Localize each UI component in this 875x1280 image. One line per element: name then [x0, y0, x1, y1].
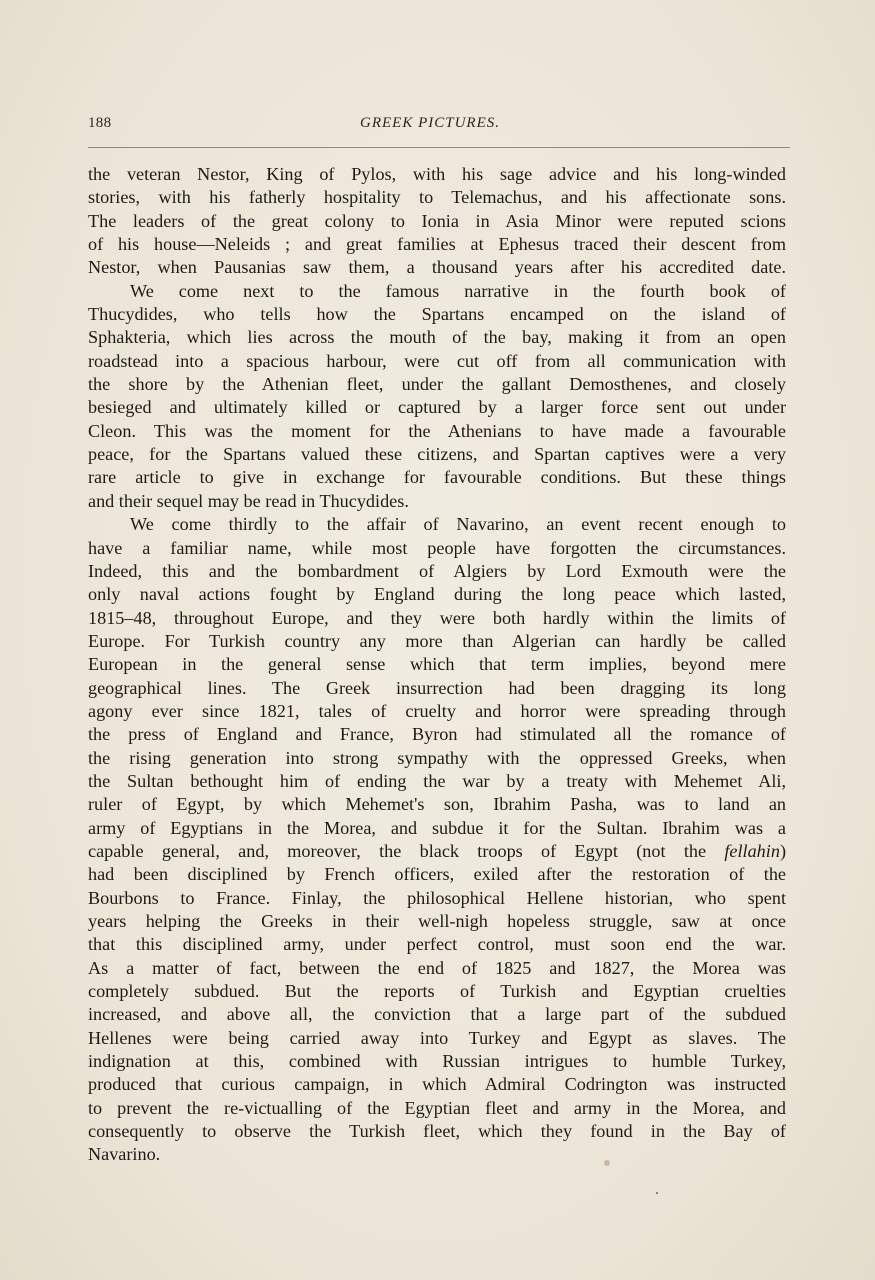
paper-dot	[656, 1192, 658, 1194]
text-line: consequently to observe the Turkish fleet, which they found in the Bay of	[88, 1121, 786, 1142]
text-line: Europe. For Turkish country any more than Algerian can hardly be called	[88, 630, 786, 651]
text-line: ruler of Egypt, by which Mehemet's son, Ibrahim Pasha, was to land an	[88, 794, 786, 815]
text-line: have a familiar name, while most people have forgotten the circumstances.	[88, 537, 786, 558]
text-line: stories, with his fatherly hospitality to Telemachus, and his affectionate sons.	[88, 187, 786, 208]
text-line: rare article to give in exchange for favourable conditions. But these things	[88, 467, 786, 488]
text-line: the Sultan bethought him of ending the war by a treaty with Mehemet Ali,	[88, 770, 786, 791]
text-line: increased, and above all, the conviction that a large part of the subdued	[88, 1004, 786, 1025]
text-line: to prevent the re-victualling of the Egyptian fleet and army in the Morea, and	[88, 1097, 786, 1118]
text-line: European in the general sense which that term implies, beyond mere	[88, 654, 786, 675]
text-line: agony ever since 1821, tales of cruelty and horror were spreading through	[88, 700, 786, 721]
text-line: had been disciplined by French officers, exiled after the restoration of the	[88, 864, 786, 885]
text-line: geographical lines. The Greek insurrection had been dragging its long	[88, 677, 786, 698]
paper-blemish	[604, 1160, 610, 1166]
text-line: Nestor, when Pausanias saw them, a thousand years after his accredited date.	[88, 257, 786, 278]
text-line: As a matter of fact, between the end of 1825 and 1827, the Morea was	[88, 957, 786, 978]
text-line: only naval actions fought by England during the long peace which lasted,	[88, 584, 786, 605]
header-rule	[88, 147, 790, 148]
text-line: of his house—Neleids ; and great families at Ephesus traced their descent from	[88, 234, 786, 255]
text-line: Cleon. This was the moment for the Athenians to have made a favourable	[88, 420, 786, 441]
text-line-start: capable general, and, moreover, the black troops of Egypt (not the	[88, 840, 725, 861]
text-line: and their sequel may be read in Thucydides.	[88, 490, 409, 511]
text-line: 1815–48, throughout Europe, and they were both hardly within the limits of	[88, 607, 786, 628]
text-line: the veteran Nestor, King of Pylos, with his sage advice and his long-winded	[88, 164, 786, 184]
text-line: roadstead into a spacious harbour, were cut off from all communication with	[88, 350, 786, 371]
text-line: the press of England and France, Byron had stimulated all the romance of	[88, 724, 786, 745]
text-line: peace, for the Spartans valued these citizens, and Spartan captives were a very	[88, 444, 786, 465]
italic-word: fellahin	[724, 840, 780, 861]
text-line: besieged and ultimately killed or captured by a larger force sent out under	[88, 397, 786, 418]
text-line: army of Egyptians in the Morea, and subdue it for the Sultan. Ibrahim was a	[88, 817, 786, 838]
running-title: GREEK PICTURES.	[360, 115, 500, 131]
page-header	[88, 112, 788, 136]
text-line: Indeed, this and the bombardment of Algiers by Lord Exmouth were the	[88, 560, 786, 581]
text-line: years helping the Greeks in their well-nigh hopeless struggle, saw at once	[88, 911, 786, 931]
text-line: Thucydides, who tells how the Spartans encamped on the island of	[88, 304, 786, 325]
page-number: 188	[88, 115, 112, 131]
text-line: indignation at this, combined with Russian intrigues to humble Turkey,	[88, 1051, 786, 1072]
text-line-mixed	[88, 840, 786, 863]
text-line: the rising generation into strong sympathy with the oppressed Greeks, when	[88, 747, 786, 768]
body-text	[88, 163, 786, 1167]
text-line: Bourbons to France. Finlay, the philosophical Hellene historian, who spent	[88, 887, 786, 908]
text-line: The leaders of the great colony to Ionia in Asia Minor were reputed scions	[88, 210, 786, 231]
text-line: Hellenes were being carried away into Turkey and Egypt as slaves. The	[88, 1027, 786, 1048]
text-line: Navarino.	[88, 1144, 161, 1165]
text-line: produced that curious campaign, in which Admiral Codrington was instructed	[88, 1074, 786, 1095]
text-line: the shore by the Athenian fleet, under the gallant Demosthenes, and closely	[88, 374, 786, 395]
text-line: completely subdued. But the reports of Turkish and Egyptian cruelties	[88, 981, 786, 1002]
text-line: that this disciplined army, under perfect control, must soon end the war.	[88, 934, 786, 955]
text-line: Sphakteria, which lies across the mouth of the bay, making it from an open	[88, 327, 786, 348]
text-line: We come next to the famous narrative in the fourth book of	[130, 280, 786, 301]
text-line-end: )	[779, 840, 786, 861]
text-line: We come thirdly to the affair of Navarino, an event recent enough to	[130, 514, 786, 535]
